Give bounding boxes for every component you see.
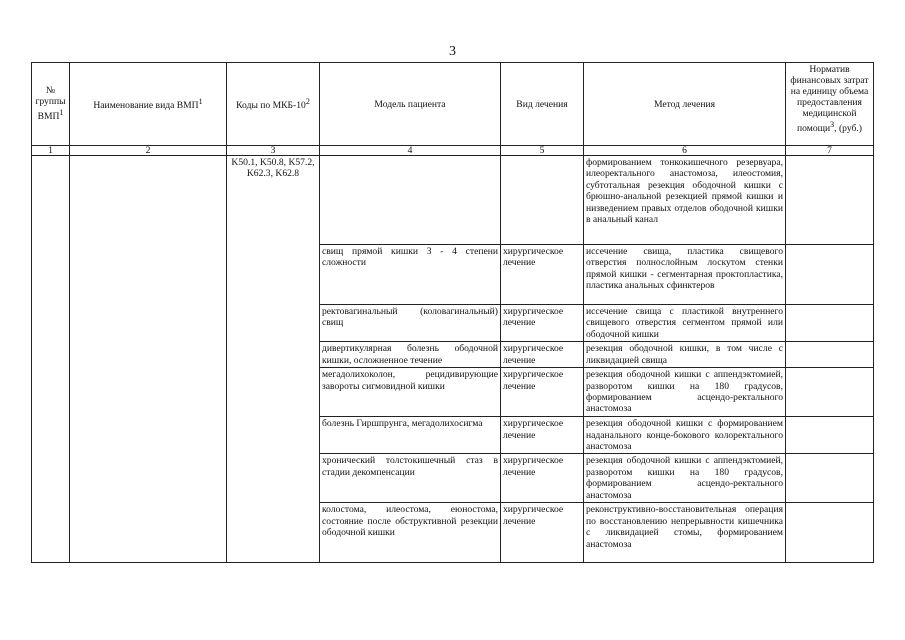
column-number: 7 [786,146,874,156]
cost-norm-cell [786,342,874,368]
patient-model-cell: болезнь Гиршпрунга, мегадолихосигма [320,417,501,454]
treatment-type-cell: хирургическое лечение [501,503,584,563]
treatment-method-cell: реконструктивно-восстановительная операция по восстановлению непрерывности кишечника с ликвидацией стомы, формированием анастомоза [584,503,786,563]
header-treatment-type: Вид лечения [501,63,584,146]
patient-model-cell: мегадолихоколон, рецидивирующие завороты сигмовидной кишки [320,368,501,417]
treatment-type-cell: хирургическое лечение [501,245,584,305]
column-number: 1 [32,146,70,156]
header-row [32,63,874,146]
header-icd-codes: Коды по МКБ-$10^2$ [227,63,320,146]
treatment-method-cell: резекция ободочной кишки с аппендэктомией, разворотом кишки на 180 градусов, формированием асцендо-ректального анастомоза [584,368,786,417]
page-number: 3 [449,44,456,59]
column-number: 6 [584,146,786,156]
column-number: 2 [70,146,227,156]
treatment-type-cell: хирургическое лечение [501,417,584,454]
header-vmp-name: Наименование вида ВМП$^1$ [70,63,227,146]
treatment-method-cell: формированием тонкокишечного резервуара, илеоректального анастомоза, илеостомия, субтотальная резекция ободочной кишки с брюшно-анальной резекцией прямой кишки и низведением правых отделов ободочной кишки в анальный канал [584,156,786,245]
treatment-method-cell: иссечение свища, пластика свищевого отверстия полнослойным лоскутом стенки прямой кишки - сегментарная проктопластика, пластика анальных сфинктеров [584,245,786,305]
cost-norm-cell [786,503,874,563]
column-number: 4 [320,146,501,156]
treatment-type-cell: хирургическое лечение [501,454,584,503]
patient-model-cell [320,156,501,245]
header-group-number: № группы ВМП$^1$ [32,63,70,146]
cost-norm-cell [786,245,874,305]
treatment-method-cell: резекция ободочной кишки с аппендэктомией, разворотом кишки на 180 градусов, формированием асцендо-ректального анастомоза [584,454,786,503]
column-number-row [32,146,874,156]
group-number-cell [32,156,70,563]
treatment-method-cell: резекция ободочной кишки с формированием наданального конце-бокового колоректального анастомоза [584,417,786,454]
table-row [32,156,874,245]
cost-norm-cell [786,156,874,245]
vmp-table [31,62,874,563]
cost-norm-cell [786,417,874,454]
vmp-name-cell [70,156,227,563]
treatment-type-cell: хирургическое лечение [501,305,584,342]
cost-norm-cell [786,305,874,342]
patient-model-cell: свищ прямой кишки 3 - 4 степени сложности [320,245,501,305]
patient-model-cell: ректовагинальный (коловагинальный) свищ [320,305,501,342]
header-treatment-method: Метод лечения [584,63,786,146]
header-patient-model: Модель пациента [320,63,501,146]
column-number: 5 [501,146,584,156]
column-number: 3 [227,146,320,156]
icd-codes-cell: K50.1, K50.8, K57.2, K62.3, K62.8 [227,156,320,563]
treatment-method-cell: резекция ободочной кишки, в том числе с ликвидацией свища [584,342,786,368]
treatment-method-cell: иссечение свища с пластикой внутреннего свищевого отверстия сегментом прямой или ободочной кишки [584,305,786,342]
cost-norm-cell [786,454,874,503]
treatment-type-cell: хирургическое лечение [501,368,584,417]
cost-norm-cell [786,368,874,417]
header-cost-norm: Норматив финансовых затрат на единицу объема предоставления медицинской помощи$^3$, (руб.) [786,63,874,146]
patient-model-cell: колостома, илеостома, еюностома, состояние после обструктивной резекции ободочной кишки [320,503,501,563]
patient-model-cell: хронический толстокишечный стаз в стадии декомпенсации [320,454,501,503]
treatment-type-cell: хирургическое лечение [501,342,584,368]
patient-model-cell: дивертикулярная болезнь ободочной кишки, осложненное течение [320,342,501,368]
treatment-type-cell [501,156,584,245]
